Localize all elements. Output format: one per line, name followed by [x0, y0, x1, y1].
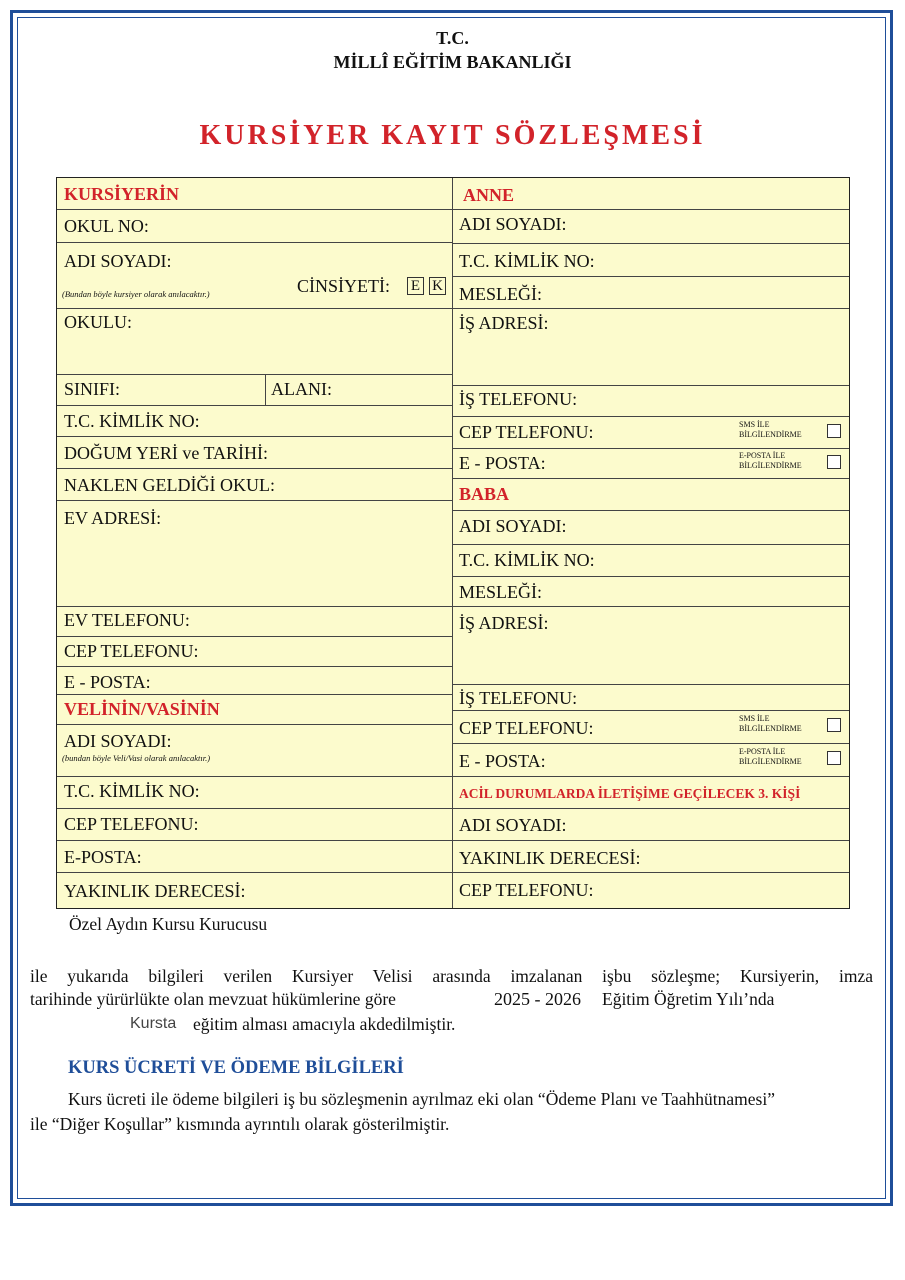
row-line [57, 776, 452, 777]
sinif-alan-divider [265, 374, 266, 405]
baba-sms-label-2: BİLGİLENDİRME [739, 724, 802, 733]
contract-paragraph-line3: eğitim alması amacıyla akdedilmiştir. [193, 1014, 456, 1034]
anne-email-label-2: BİLGİLENDİRME [739, 461, 802, 470]
acil-heading: ACİL DURUMLARDA İLETİŞİME GEÇİLECEK 3. KİŞİ [459, 786, 801, 801]
row-line [57, 872, 452, 873]
acil-cep-tel-label: CEP TELEFONU: [459, 880, 594, 900]
row-line [57, 666, 452, 667]
row-line [452, 209, 849, 210]
baba-sms-label-1: SMS İLE [739, 714, 770, 723]
kursiyer-ev-adresi-label: EV ADRESİ: [64, 508, 162, 528]
header-tc: T.C. [436, 28, 469, 48]
acil-yakinlik-label: YAKINLIK DERECESİ: [459, 848, 641, 868]
baba-meslek-label: MESLEĞİ: [459, 582, 542, 602]
kursiyer-okul-no-label: OKUL NO: [64, 216, 149, 236]
veli-eposta-label: E-POSTA: [64, 847, 142, 867]
row-line [57, 405, 452, 406]
kursiyer-eposta-label: E - POSTA: [64, 672, 151, 692]
baba-heading: BABA [459, 484, 510, 504]
anne-email-label-1: E-POSTA İLE [739, 451, 786, 460]
row-line [57, 500, 452, 501]
anne-sms-checkbox[interactable] [827, 424, 841, 438]
kursta-text: Kursta [130, 1015, 177, 1032]
row-line [452, 478, 849, 479]
fee-paragraph-line2: ile “Diğer Koşullar” kısmında ayrıntılı olarak gösterilmiştir. [30, 1114, 450, 1134]
kurucu-text: Özel Aydın Kursu Kurucusu [69, 914, 268, 934]
anne-cep-tel-label: CEP TELEFONU: [459, 422, 594, 442]
kursiyer-okulu-label: OKULU: [64, 312, 132, 332]
anne-tc-label: T.C. KİMLİK NO: [459, 251, 595, 271]
row-line [57, 808, 452, 809]
row-line [452, 276, 849, 277]
row-line [57, 209, 452, 210]
row-line [452, 840, 849, 841]
row-line [57, 436, 452, 437]
baba-adi-soyadi-label: ADI SOYADI: [459, 516, 567, 536]
registration-form [56, 177, 850, 909]
anne-meslek-label: MESLEĞİ: [459, 284, 542, 304]
contract-paragraph-line2a: tarihinde yürürlükte olan mevzuat hükümlerine göre [30, 989, 396, 1009]
row-line [452, 416, 849, 417]
contract-paragraph-line1: ile yukarıda bilgileri verilen Kursiyer Velisi arasında imzalanan işbu sözleşme; Kursiyerin, imza [30, 966, 873, 986]
baba-is-tel-label: İŞ TELEFONU: [459, 688, 578, 708]
baba-email-label-2: BİLGİLENDİRME [739, 757, 802, 766]
contract-paragraph-line2b: Eğitim Öğretim Yılı’nda [602, 989, 775, 1009]
row-line [57, 308, 452, 309]
row-line [452, 243, 849, 244]
row-line [57, 840, 452, 841]
row-line [57, 606, 452, 607]
kursiyer-cep-tel-label: CEP TELEFONU: [64, 641, 199, 661]
education-year: 2025 - 2026 [494, 989, 581, 1009]
kursiyer-adi-note: (Bundan böyle kursiyer olarak anılacaktır.) [62, 289, 210, 299]
row-line [452, 606, 849, 607]
kursiyer-ev-tel-label: EV TELEFONU: [64, 610, 190, 630]
baba-email-label-1: E-POSTA İLE [739, 747, 786, 756]
anne-sms-label-1: SMS İLE [739, 420, 770, 429]
kursiyer-alani-label: ALANI: [271, 379, 332, 399]
anne-heading: ANNE [463, 185, 515, 205]
row-line [57, 636, 452, 637]
row-line [452, 385, 849, 386]
veli-yakinlik-label: YAKINLIK DERECESİ: [64, 881, 246, 901]
anne-sms-label-2: BİLGİLENDİRME [739, 430, 802, 439]
row-line [452, 684, 849, 685]
kursiyer-heading: KURSİYERİN [64, 184, 180, 204]
kursiyer-dogum-label: DOĞUM YERİ ve TARİHİ: [64, 443, 269, 463]
row-line [57, 724, 452, 725]
baba-email-checkbox[interactable] [827, 751, 841, 765]
row-line [57, 374, 452, 375]
row-line [452, 544, 849, 545]
row-line [452, 576, 849, 577]
anne-eposta-label: E - POSTA: [459, 453, 546, 473]
fee-section-title: KURS ÜCRETİ VE ÖDEME BİLGİLERİ [68, 1058, 404, 1078]
baba-sms-checkbox[interactable] [827, 718, 841, 732]
row-line [57, 242, 452, 243]
cinsiyet-label: CİNSİYETİ: [297, 276, 390, 296]
veli-cep-tel-label: CEP TELEFONU: [64, 814, 199, 834]
row-line [452, 776, 849, 777]
baba-cep-tel-label: CEP TELEFONU: [459, 718, 594, 738]
baba-tc-label: T.C. KİMLİK NO: [459, 550, 595, 570]
cinsiyet-e-checkbox[interactable]: E [407, 277, 424, 295]
row-line [57, 468, 452, 469]
acil-adi-soyadi-label: ADI SOYADI: [459, 815, 567, 835]
cinsiyet-k-checkbox[interactable]: K [429, 277, 446, 295]
veli-heading: VELİNİN/VASİNİN [64, 699, 220, 719]
row-line [57, 694, 452, 695]
row-line [452, 743, 849, 744]
veli-adi-soyadi-label: ADI SOYADI: [64, 731, 172, 751]
anne-email-checkbox[interactable] [827, 455, 841, 469]
header-ministry: MİLLÎ EĞİTİM BAKANLIĞI [333, 52, 572, 72]
kursiyer-tc-label: T.C. KİMLİK NO: [64, 411, 200, 431]
kursiyer-nakil-label: NAKLEN GELDİĞİ OKUL: [64, 475, 275, 495]
kursiyer-adi-soyadi-label: ADI SOYADI: [64, 251, 172, 271]
baba-eposta-label: E - POSTA: [459, 751, 546, 771]
page-title: KURSİYER KAYIT SÖZLEŞMESİ [199, 120, 706, 151]
veli-tc-label: T.C. KİMLİK NO: [64, 781, 200, 801]
row-line [452, 448, 849, 449]
kursiyer-sinifi-label: SINIFI: [64, 379, 121, 399]
row-line [452, 308, 849, 309]
row-line [452, 872, 849, 873]
anne-is-adresi-label: İŞ ADRESİ: [459, 313, 549, 333]
row-line [452, 510, 849, 511]
fee-paragraph-line1: Kurs ücreti ile ödeme bilgileri iş bu sözleşmenin ayrılmaz eki olan “Ödeme Planı ve Taahhütnamesi” [68, 1089, 775, 1109]
row-line [452, 808, 849, 809]
row-line [452, 710, 849, 711]
anne-adi-soyadi-label: ADI SOYADI: [459, 214, 567, 234]
column-divider [452, 178, 453, 908]
anne-is-tel-label: İŞ TELEFONU: [459, 389, 578, 409]
veli-adi-note: (bundan böyle Veli/Vasi olarak anılacaktır.) [62, 753, 211, 763]
baba-is-adresi-label: İŞ ADRESİ: [459, 613, 549, 633]
